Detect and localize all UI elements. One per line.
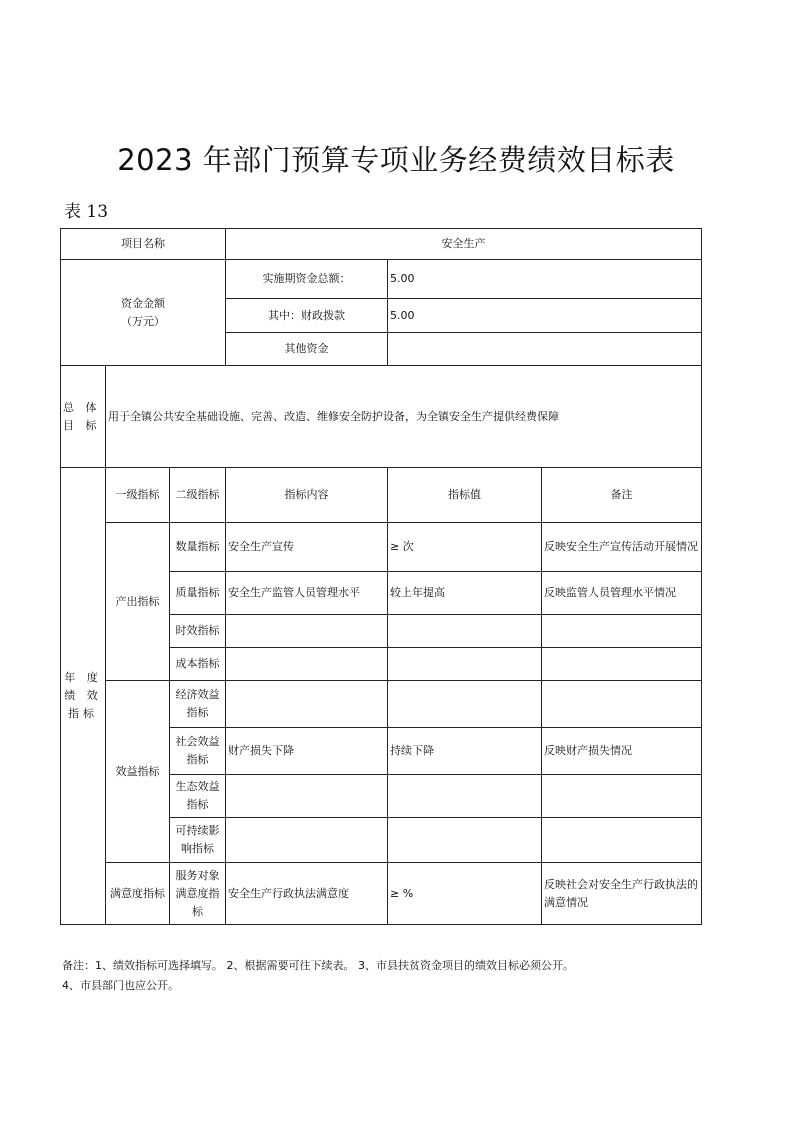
header-value: 指标值 <box>388 468 542 523</box>
header-note: 备注 <box>542 468 702 523</box>
content-cell: 安全生产宣传 <box>226 523 388 572</box>
level1-satisfaction: 满意度指标 <box>106 863 170 925</box>
note-cell: 反映监管人员管理水平情况 <box>542 572 702 615</box>
indicator-row <box>61 523 702 572</box>
content-cell <box>226 818 388 863</box>
level2-cell: 社会效益指标 <box>170 728 226 775</box>
annual-indicator-label: 年 度 绩 效指标 <box>61 468 106 925</box>
overall-goal-row <box>61 366 702 468</box>
footnotes <box>62 956 574 996</box>
value-cell: 持续下降 <box>388 728 542 775</box>
project-name-value: 安全生产 <box>226 229 702 260</box>
content-cell: 安全生产监管人员管理水平 <box>226 572 388 615</box>
level2-cell: 数量指标 <box>170 523 226 572</box>
value-cell <box>388 775 542 818</box>
level2-cell: 时效指标 <box>170 615 226 648</box>
value-cell: 较上年提高 <box>388 572 542 615</box>
funds-total-row <box>61 260 702 299</box>
project-name-label: 项目名称 <box>61 229 226 260</box>
performance-target-table <box>60 228 702 925</box>
value-cell <box>388 615 542 648</box>
funds-other-value <box>388 333 702 366</box>
content-cell: 财产损失下降 <box>226 728 388 775</box>
funds-total-value: 5.00 <box>388 260 702 299</box>
footnote-line1: 备注：1、绩效指标可选择填写。 2、根据需要可往下续表。 3、市县扶贫资金项目的绩效目标必须公开。 <box>62 959 574 972</box>
level2-cell: 生态效益指标 <box>170 775 226 818</box>
content-cell: 安全生产行政执法满意度 <box>226 863 388 925</box>
table-number: 表 13 <box>64 202 109 222</box>
project-name-row <box>61 229 702 260</box>
funds-other-label: 其他资金 <box>226 333 388 366</box>
note-cell <box>542 681 702 728</box>
overall-goal-label: 总 体 目 标 <box>61 366 106 468</box>
content-cell <box>226 615 388 648</box>
level2-cell: 经济效益指标 <box>170 681 226 728</box>
note-cell: 反映财产损失情况 <box>542 728 702 775</box>
note-cell: 反映安全生产宣传活动开展情况 <box>542 523 702 572</box>
funds-label-line1: 资金金额 <box>121 296 165 310</box>
funds-total-label: 实施期资金总额： <box>226 260 388 299</box>
header-level2: 二级指标 <box>170 468 226 523</box>
funds-amount-label <box>61 260 226 366</box>
overall-goal-value: 用于全镇公共安全基础设施、完善、改造、维修安全防护设备，为全镇安全生产提供经费保障 <box>106 366 702 468</box>
value-cell <box>388 818 542 863</box>
note-cell <box>542 818 702 863</box>
header-content: 指标内容 <box>226 468 388 523</box>
indicator-row <box>61 681 702 728</box>
indicator-header-row <box>61 468 702 523</box>
note-cell <box>542 775 702 818</box>
level1-output: 产出指标 <box>106 523 170 681</box>
content-cell <box>226 775 388 818</box>
level1-benefit: 效益指标 <box>106 681 170 863</box>
header-level1: 一级指标 <box>106 468 170 523</box>
note-cell <box>542 648 702 681</box>
level2-cell: 质量指标 <box>170 572 226 615</box>
note-cell <box>542 615 702 648</box>
value-cell <box>388 648 542 681</box>
indicator-row <box>61 863 702 925</box>
content-cell <box>226 648 388 681</box>
value-cell <box>388 681 542 728</box>
value-cell: ≥ 次 <box>388 523 542 572</box>
funds-fiscal-label: 其中：财政拨款 <box>226 299 388 333</box>
footnote-line2: 4、市县部门也应公开。 <box>62 979 179 992</box>
level2-cell: 服务对象满意度指标 <box>170 863 226 925</box>
funds-label-line2: （万元） <box>121 314 165 328</box>
page-title: 2023 年部门预算专项业务经费绩效目标表 <box>117 143 675 177</box>
level2-cell: 可持续影响指标 <box>170 818 226 863</box>
note-cell: 反映社会对安全生产行政执法的满意情况 <box>542 863 702 925</box>
content-cell <box>226 681 388 728</box>
level2-cell: 成本指标 <box>170 648 226 681</box>
funds-fiscal-value: 5.00 <box>388 299 702 333</box>
value-cell: ≥ % <box>388 863 542 925</box>
